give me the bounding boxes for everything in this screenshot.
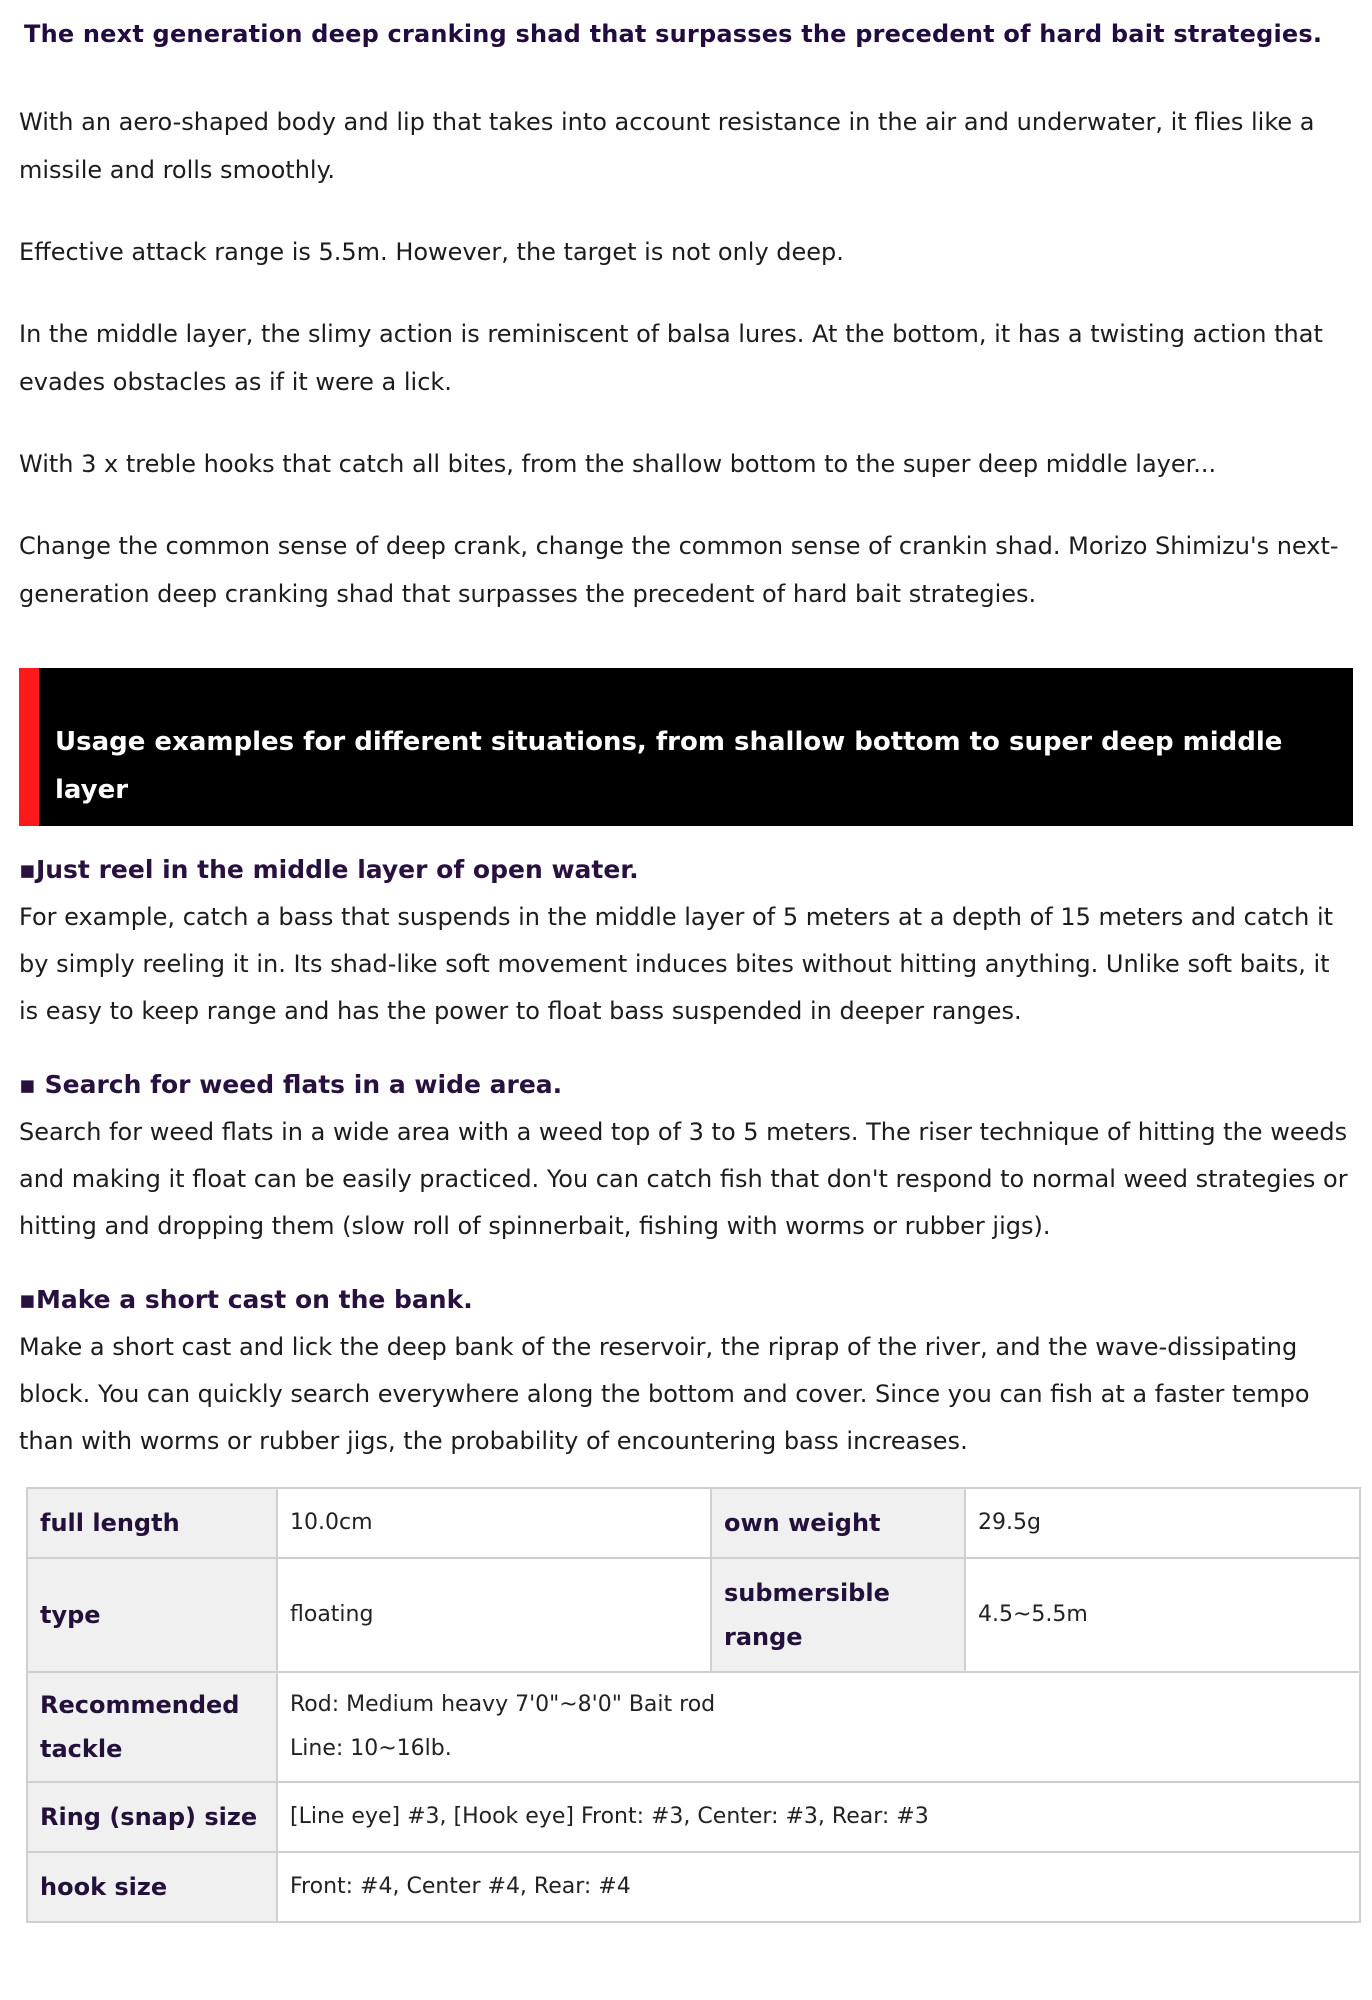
- usage-examples-banner: [19, 668, 1353, 826]
- spec-value-recommended-tackle: [277, 1672, 1360, 1782]
- section-heading: ▪Make a short cast on the bank.: [19, 1285, 473, 1314]
- spec-row-tackle: [27, 1672, 1360, 1782]
- intro-paragraph-2: Effective attack range is 5.5m. However, the target is not only deep.: [19, 238, 844, 266]
- section-body: Search for weed flats in a wide area with a weed top of 3 to 5 meters. The riser technique of hitting the weeds and making it float can be easily practiced. You can catch fish that don't respond to normal weed strategies or hitting and dropping them (slow roll of spinnerbait, fishing with worms or rubber jigs).: [19, 1118, 1348, 1240]
- spec-row-ring-size: [27, 1782, 1360, 1852]
- spec-label-submersible-range: submersible range: [711, 1558, 965, 1672]
- spec-label-type: type: [27, 1558, 277, 1672]
- intro-paragraph-3: In the middle layer, the slimy action is reminiscent of balsa lures. At the bottom, it has a twisting action that evades obstacles as if it were a lick.: [19, 320, 1323, 396]
- spec-label-own-weight: own weight: [711, 1488, 965, 1558]
- spec-value-submersible-range: 4.5~5.5m: [965, 1558, 1360, 1672]
- section-body: For example, catch a bass that suspends in the middle layer of 5 meters at a depth of 15 meters and catch it by simply reeling it in. Its shad-like soft movement induces bites without hitting anything. Unlike soft baits, it is easy to keep range and has the power to float bass suspended in deeper ranges.: [19, 903, 1334, 1025]
- intro-text: [19, 98, 1353, 618]
- usage-section-weed-flats: [19, 1061, 1353, 1250]
- spec-label-ring-size: Ring (snap) size: [27, 1782, 277, 1852]
- banner-title: Usage examples for different situations, from shallow bottom to super deep middle layer: [55, 727, 1283, 805]
- page-title: The next generation deep cranking shad that surpasses the precedent of hard bait strategies.: [24, 20, 1323, 48]
- section-body: Make a short cast and lick the deep bank of the reservoir, the riprap of the river, and the wave-dissipating block. You can quickly search everywhere along the bottom and cover. Since you can fish at a faster tempo than with worms or rubber jigs, the probability of encountering bass increases.: [19, 1333, 1310, 1455]
- spec-value-type: floating: [277, 1558, 711, 1672]
- spec-value-ring-size: [Line eye] #3, [Hook eye] Front: #3, Center: #3, Rear: #3: [277, 1782, 1360, 1852]
- tackle-line: Line: 10~16lb.: [290, 1736, 452, 1761]
- usage-section-short-cast: [19, 1276, 1353, 1465]
- spec-row-hook-size: [27, 1852, 1360, 1922]
- spec-label-recommended-tackle: Recommended tackle: [27, 1672, 277, 1782]
- spec-row-length-weight: [27, 1488, 1360, 1558]
- spec-label-full-length: full length: [27, 1488, 277, 1558]
- section-heading: ▪Just reel in the middle layer of open water.: [19, 855, 639, 884]
- spec-label-hook-size: hook size: [27, 1852, 277, 1922]
- spec-row-type-range: [27, 1558, 1360, 1672]
- intro-paragraph-1: With an aero-shaped body and lip that takes into account resistance in the air and underwater, it flies like a missile and rolls smoothly.: [19, 108, 1315, 184]
- spec-value-full-length: 10.0cm: [277, 1488, 711, 1558]
- spec-value-own-weight: 29.5g: [965, 1488, 1360, 1558]
- spec-value-hook-size: Front: #4, Center #4, Rear: #4: [277, 1852, 1360, 1922]
- intro-paragraph-4: With 3 x treble hooks that catch all bites, from the shallow bottom to the super deep middle layer...: [19, 450, 1217, 478]
- section-heading: ▪ Search for weed flats in a wide area.: [19, 1070, 563, 1099]
- usage-section-open-water: [19, 846, 1353, 1035]
- intro-paragraph-5: Change the common sense of deep crank, change the common sense of crankin shad. Morizo Shimizu's next-generation deep cranking shad that surpasses the precedent of hard bait strategies.: [19, 532, 1339, 608]
- spec-table: [26, 1487, 1361, 1923]
- tackle-rod: Rod: Medium heavy 7'0"~8'0" Bait rod: [290, 1692, 716, 1717]
